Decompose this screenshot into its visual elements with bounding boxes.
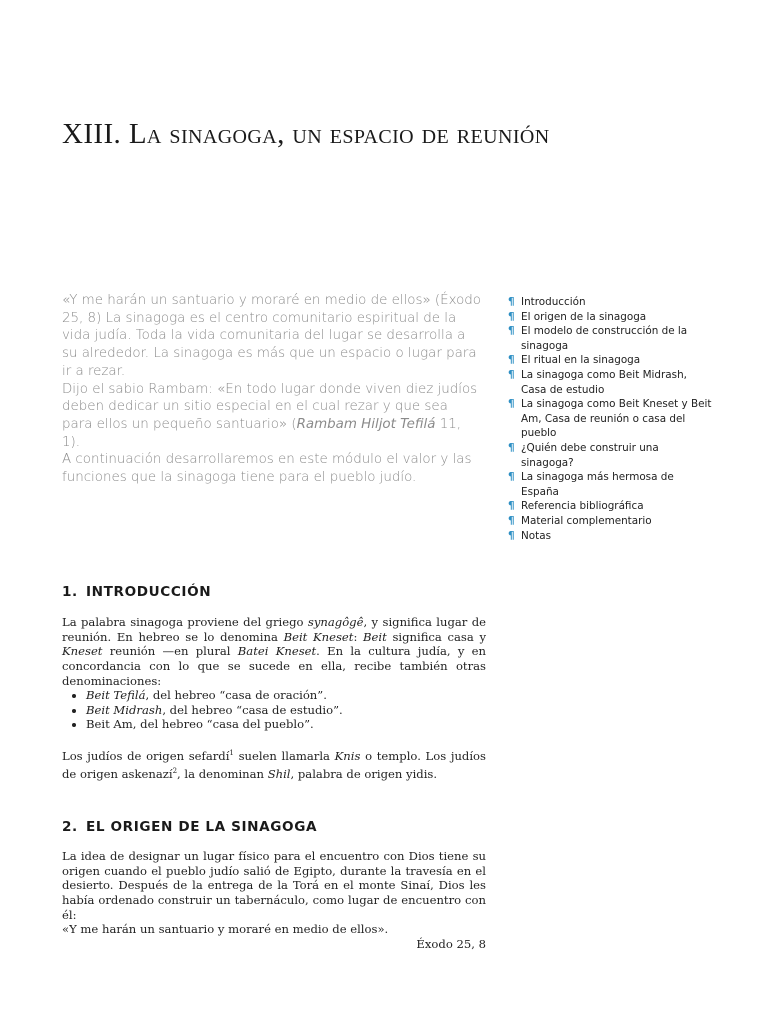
body-paragraph: La idea de designar un lugar físico para el encuentro con Dios tiene su origen cuando el pueblo judío salió de Egipto, durante la travesía en el desierto. Después de la entrega de la Torá en el monte Sinaí, Dios les había ordenado construir un tabernáculo, como lugar de encuentro con él: bbox=[62, 849, 486, 922]
pilcrow-icon: ¶ bbox=[508, 368, 515, 381]
toc-item[interactable] bbox=[508, 324, 713, 353]
pilcrow-icon: ¶ bbox=[508, 398, 515, 411]
toc-item-label[interactable]: La sinagoga como Beit Midrash, Casa de estudio bbox=[521, 368, 687, 396]
intro-paragraph: «Y me harán un santuario y moraré en medio de ellos» (Éxodo 25, 8) La sinagoga es el centro comunitario espiritual de la vida judía. Toda la vida comunitaria del lugar se desarrolla a su alrededor. La sinagoga es más que un espacio o lugar para ir a rezar. bbox=[62, 293, 481, 379]
intro-paragraph bbox=[62, 381, 482, 452]
toc-item-label[interactable]: El origen de la sinagoga bbox=[521, 310, 647, 323]
table-of-contents bbox=[508, 295, 713, 543]
body-emphasis: Beit bbox=[363, 629, 387, 644]
toc-item[interactable] bbox=[508, 514, 713, 529]
body-emphasis: Shil bbox=[267, 766, 291, 781]
list-item bbox=[86, 703, 486, 718]
toc-item[interactable] bbox=[508, 470, 713, 499]
toc-item[interactable] bbox=[508, 397, 713, 441]
pilcrow-icon: ¶ bbox=[508, 310, 515, 323]
list-item-text: Beit Am, del hebreo “casa del pueblo”. bbox=[86, 717, 314, 732]
section-introduccion-body-2 bbox=[62, 746, 486, 781]
body-emphasis: Kneset bbox=[62, 644, 103, 659]
denominations-list-block bbox=[62, 688, 486, 732]
body-text: Los judíos de origen sefardí bbox=[62, 748, 230, 763]
toc-item[interactable] bbox=[508, 310, 713, 325]
section-heading-introduccion bbox=[62, 584, 211, 600]
toc-item-label[interactable]: ¿Quién debe construir una sinagoga? bbox=[521, 441, 659, 469]
toc-item[interactable] bbox=[508, 499, 713, 514]
section-title: INTRODUCCIÓN bbox=[86, 584, 212, 600]
pilcrow-icon: ¶ bbox=[508, 441, 515, 454]
pilcrow-icon: ¶ bbox=[508, 500, 515, 513]
toc-item[interactable] bbox=[508, 368, 713, 397]
body-text: significa casa y bbox=[386, 629, 486, 644]
body-emphasis: Knis bbox=[334, 748, 361, 763]
body-text: reunión —en plural bbox=[102, 644, 238, 659]
toc-item[interactable] bbox=[508, 441, 713, 470]
section-origen-body bbox=[62, 849, 486, 923]
intro-text: 11, 1). bbox=[62, 416, 462, 450]
body-text: . En la cultura judía, y en concordancia con lo que se sucede en ella, recibe también otras denominaciones: bbox=[62, 644, 486, 688]
toc-item-label[interactable]: Notas bbox=[521, 529, 551, 542]
pilcrow-icon: ¶ bbox=[508, 354, 515, 367]
list-item bbox=[86, 688, 486, 703]
list-item-term: Beit Midrash bbox=[86, 702, 163, 717]
toc-item-label[interactable]: El modelo de construcción de la sinagoga bbox=[521, 325, 688, 352]
section-number: 1. bbox=[62, 584, 78, 600]
list-item-term: Beit Tefilá bbox=[86, 688, 146, 702]
body-emphasis: Beit Kneset bbox=[283, 629, 354, 644]
toc-item-label[interactable]: Material complementario bbox=[521, 514, 652, 527]
footnote-ref[interactable]: 2 bbox=[172, 766, 178, 775]
intro-block bbox=[62, 292, 482, 487]
body-text: suelen llamarla bbox=[233, 748, 335, 763]
denominations-list bbox=[62, 688, 486, 732]
body-paragraph bbox=[62, 746, 486, 781]
pilcrow-icon: ¶ bbox=[508, 325, 515, 338]
body-text: , palabra de origen yidis. bbox=[290, 766, 438, 781]
toc-item-label[interactable]: Introducción bbox=[521, 296, 586, 308]
toc-item-label[interactable]: La sinagoga más hermosa de España bbox=[521, 471, 674, 498]
list-item-text: , del hebreo “casa de estudio”. bbox=[162, 702, 343, 717]
chapter-title: XIII. La sinagoga, un espacio de reunión bbox=[62, 118, 550, 150]
toc-item-label[interactable]: Referencia bibliográfica bbox=[521, 500, 644, 513]
body-emphasis: synagôgê bbox=[307, 615, 364, 629]
toc-item[interactable] bbox=[508, 529, 713, 544]
toc-item[interactable] bbox=[508, 353, 713, 368]
section-introduccion-body bbox=[62, 615, 486, 689]
section-heading-origen bbox=[62, 819, 317, 835]
body-text: o templo. Los judíos de origen askenazí bbox=[62, 748, 486, 781]
body-text: : bbox=[353, 629, 364, 644]
section-number: 2. bbox=[62, 819, 78, 835]
intro-text: Dijo el sabio Rambam: «En todo lugar donde viven diez judíos deben dedicar un sitio especial en el cual rezar y que sea para ellos un pequeño santuario» ( bbox=[62, 381, 478, 432]
body-text: , y significa lugar de reunión. En hebreo se lo denomina bbox=[62, 615, 487, 644]
pilcrow-icon: ¶ bbox=[508, 514, 515, 527]
body-emphasis: Batei Kneset bbox=[237, 644, 317, 659]
pilcrow-icon: ¶ bbox=[508, 529, 515, 542]
footnote-ref[interactable]: 1 bbox=[229, 749, 234, 757]
section-title: EL ORIGEN DE LA SINAGOGA bbox=[86, 819, 318, 835]
intro-citation: Rambam Hiljot Tefilá bbox=[296, 416, 436, 432]
pilcrow-icon: ¶ bbox=[508, 296, 515, 308]
intro-paragraph: A continuación desarrollaremos en este módulo el valor y las funciones que la sinagoga tiene para el pueblo judío. bbox=[62, 452, 472, 486]
toc-item-label[interactable]: El ritual en la sinagoga bbox=[521, 354, 641, 367]
list-item bbox=[86, 717, 486, 732]
toc-item-label[interactable]: La sinagoga como Beit Kneset y Beit Am, Casa de reunión o casa del pueblo bbox=[521, 398, 712, 440]
body-paragraph bbox=[62, 615, 486, 689]
toc-item[interactable] bbox=[508, 295, 713, 310]
list-item-text: , del hebreo “casa de oración”. bbox=[145, 688, 327, 702]
block-quote: «Y me harán un santuario y moraré en medio de ellos». bbox=[62, 922, 389, 936]
pilcrow-icon: ¶ bbox=[508, 471, 515, 484]
body-text: , la denominan bbox=[177, 766, 268, 781]
quote-reference: Éxodo 25, 8 bbox=[416, 937, 486, 951]
body-text: La palabra sinagoga proviene del griego bbox=[62, 615, 308, 629]
